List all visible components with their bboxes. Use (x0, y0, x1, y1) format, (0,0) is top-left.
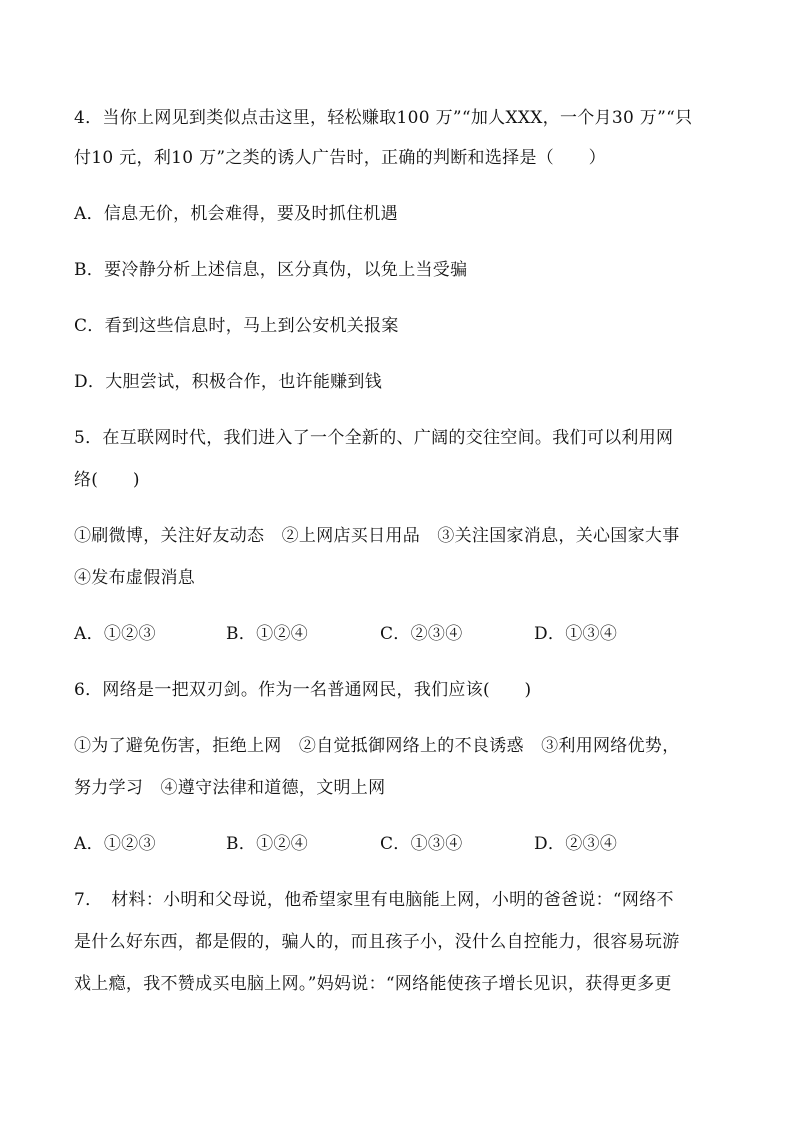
q5-stem-line2: 络( ) (74, 470, 140, 490)
q4-stem-line1: 4．当你上网见到类似点击这里，轻松赚取100 万”“加人XXX，一个月30 万”“只 (74, 108, 693, 128)
q6-option-c: C．①③④ (380, 834, 463, 854)
q5-option-d: D．①③④ (534, 624, 618, 644)
q5-option-b: B．①②④ (226, 624, 308, 644)
q7-line2: 是什么好东西，都是假的，骗人的，而且孩子小，没什么自控能力，很容易玩游 (74, 932, 680, 952)
q4-option-a: A．信息无价，机会难得，要及时抓住机遇 (74, 204, 398, 224)
q6-option-d: D．②③④ (534, 834, 618, 854)
q5-option-a: A．①②③ (74, 624, 156, 644)
q6-items-line2: 努力学习 ④遵守法律和道德，文明上网 (74, 778, 386, 798)
q6-stem-line1: 6．网络是一把双刃剑。作为一名普通网民，我们应该( ) (74, 680, 532, 700)
q4-option-b: B．要冷静分析上述信息，区分真伪，以免上当受骗 (74, 260, 468, 280)
q5-option-c: C．②③④ (380, 624, 463, 644)
q7-line1: 7． 材料：小明和父母说，他希望家里有电脑能上网，小明的爸爸说：“网络不 (74, 890, 674, 910)
q6-items-line1: ①为了避免伤害，拒绝上网 ②自觉抵御网络上的不良诱惑 ③利用网络优势， (74, 736, 680, 756)
q4-stem-line2: 付10 元，利10 万”之类的诱人广告时，正确的判断和选择是（ ） (74, 148, 606, 168)
q5-items-line1: ①刷微博，关注好友动态 ②上网店买日用品 ③关注国家消息，关心国家大事 (74, 526, 680, 546)
q5-stem-line1: 5．在互联网时代，我们进入了一个全新的、广阔的交往空间。我们可以利用网 (74, 428, 674, 448)
q6-option-b: B．①②④ (226, 834, 308, 854)
q4-option-c: C．看到这些信息时，马上到公安机关报案 (74, 316, 399, 336)
q7-line3: 戏上瘾，我不赞成买电脑上网。”妈妈说：“网络能使孩子增长见识，获得更多更 (74, 974, 672, 994)
q4-option-d: D．大胆尝试，积极合作，也许能赚到钱 (74, 372, 383, 392)
q6-option-a: A．①②③ (74, 834, 156, 854)
q5-items-line2: ④发布虚假消息 (74, 568, 196, 588)
